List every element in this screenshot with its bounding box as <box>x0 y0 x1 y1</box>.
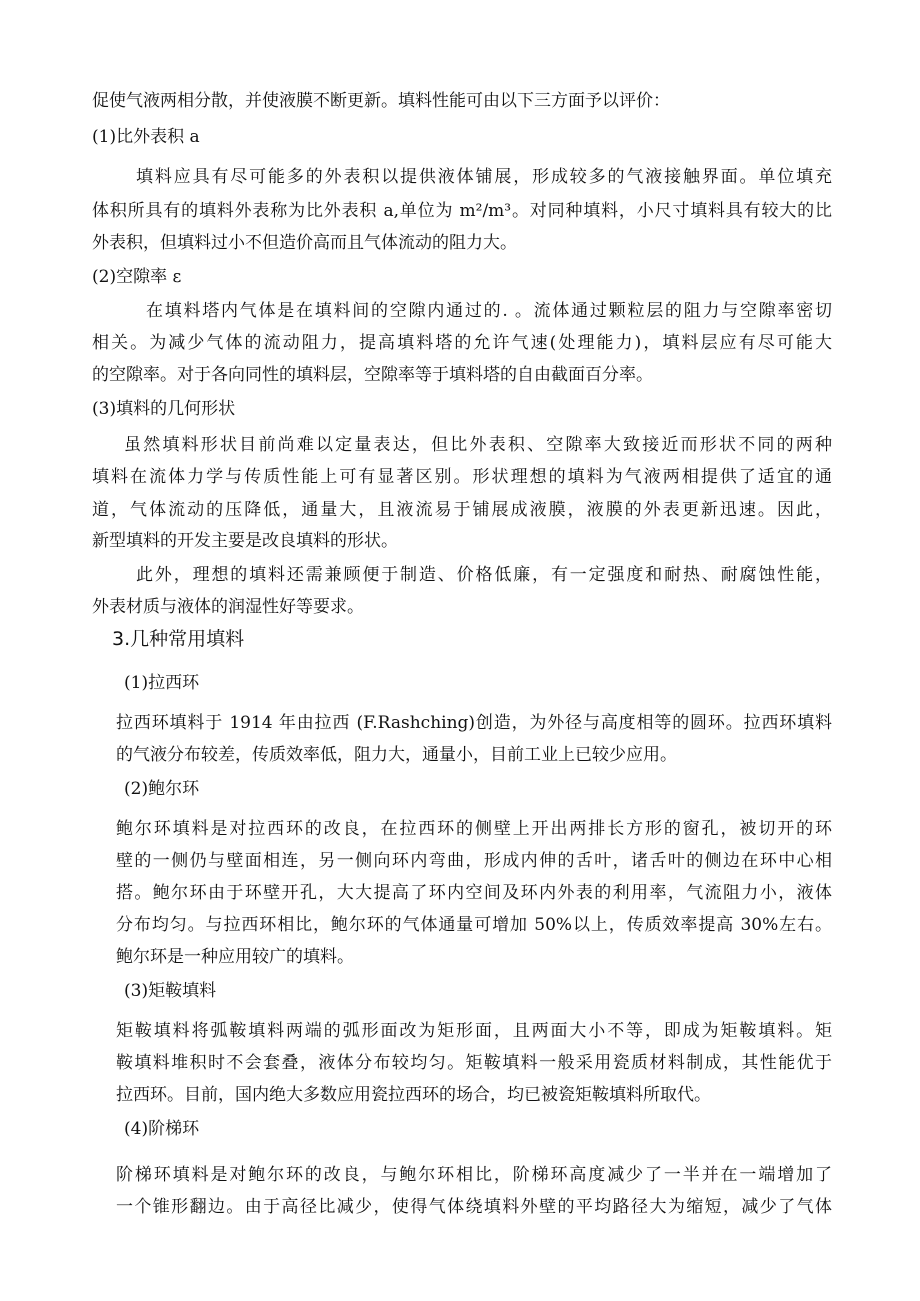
paragraph-line: 新型填料的开发主要是改良填料的形状。 <box>92 531 398 551</box>
paragraph-line: 鞍填料堆积时不会套叠，液体分布较均匀。矩鞍填料一般采用瓷质材料制成，其性能优于 <box>116 1053 832 1073</box>
paragraph-line: 壁的一侧仍与壁面相连，另一侧向环内弯曲，形成内伸的舌叶，诸舌叶的侧边在环中心相 <box>116 851 832 871</box>
item-title: (3)矩鞍填料 <box>124 981 217 1001</box>
paragraph-line: 一个锥形翻边。由于高径比减少，使得气体绕填料外壁的平均路径大为缩短，减少了气体 <box>116 1197 832 1217</box>
paragraph-line: 填料在流体力学与传质性能上可有显著区别。形状理想的填料为气液两相提供了适宜的通 <box>92 467 832 487</box>
paragraph-line: 鲍尔环填料是对拉西环的改良，在拉西环的侧壁上开出两排长方形的窗孔，被切开的环 <box>116 819 832 839</box>
paragraph-line: 此外，理想的填料还需兼顾便于制造、价格低廉，有一定强度和耐热、耐腐蚀性能， <box>136 565 832 585</box>
paragraph-line: 拉西环填料于 1914 年由拉西 (F.Rashching)创造，为外径与高度相等的圆环。拉西环填料 <box>116 713 832 733</box>
paragraph-line: 在填料塔内气体是在填料间的空隙内通过的. 。流体通过颗粒层的阻力与空隙率密切 <box>146 301 832 321</box>
paragraph-line: 外表材质与液体的润湿性好等要求。 <box>92 597 364 617</box>
paragraph-line: 的空隙率。对于各向同性的填料层，空隙率等于填料塔的自由截面百分率。 <box>92 365 653 385</box>
intro-line: 促使气液两相分散，并使液膜不断更新。填料性能可由以下三方面予以评价： <box>92 91 670 111</box>
paragraph-line: 拉西环。目前，国内绝大多数应用瓷拉西环的场合，均已被瓷矩鞍填料所取代。 <box>116 1085 711 1105</box>
item-title: (2)鲍尔环 <box>124 779 200 799</box>
item-title: (1)拉西环 <box>124 673 200 693</box>
paragraph-line: 道，气体流动的压降低，通量大，且液流易于铺展成液膜，液膜的外表更新迅速。因此， <box>92 500 832 520</box>
paragraph-line: 矩鞍填料将弧鞍填料两端的弧形面改为矩形面，且两面大小不等，即成为矩鞍填料。矩 <box>116 1021 832 1041</box>
paragraph-line: 相关。为减少气体的流动阻力，提高填料塔的允许气速(处理能力)，填料层应有尽可能大 <box>92 333 832 353</box>
paragraph-line: 的气液分布较差，传质效率低，阻力大，通量小，目前工业上已较少应用。 <box>116 745 677 765</box>
criterion-title: (1)比外表积 a <box>92 127 200 147</box>
item-title: (4)阶梯环 <box>124 1119 200 1139</box>
section-heading: 3.几种常用填料 <box>112 628 245 650</box>
paragraph-line: 填料应具有尽可能多的外表积以提供液体铺展，形成较多的气液接触界面。单位填充 <box>136 167 832 187</box>
paragraph-line: 搭。鲍尔环由于环壁开孔，大大提高了环内空间及环内外表的利用率，气流阻力小，液体 <box>116 883 832 903</box>
paragraph-line: 分布均匀。与拉西环相比，鲍尔环的气体通量可增加 50%以上，传质效率提高 30%左右。 <box>116 915 832 935</box>
criterion-title: (3)填料的几何形状 <box>92 399 236 419</box>
paragraph-line: 虽然填料形状目前尚难以定量表达，但比外表积、空隙率大致接近而形状不同的两种 <box>124 435 832 455</box>
paragraph-line: 外表积，但填料过小不但造价高而且气体流动的阻力大。 <box>92 233 517 253</box>
paragraph-line: 体积所具有的填料外表称为比外表积 a,单位为 m²/m³。对同种填料，小尺寸填料具有较大的比 <box>92 201 832 221</box>
paragraph-line: 阶梯环填料是对鲍尔环的改良，与鲍尔环相比，阶梯环高度减少了一半并在一端增加了 <box>116 1165 832 1185</box>
criterion-title: (2)空隙率 ε <box>92 267 182 287</box>
paragraph-line: 鲍尔环是一种应用较广的填料。 <box>116 947 354 967</box>
